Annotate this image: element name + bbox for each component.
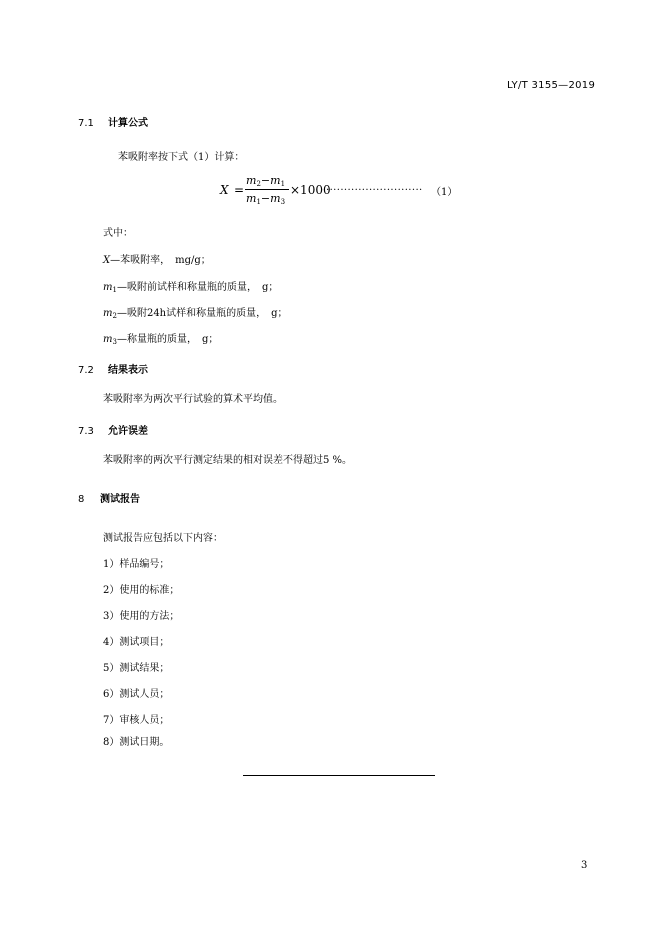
report-item: 7）审核人员；: [103, 715, 170, 726]
fraction-bar: [245, 189, 289, 190]
report-item: 3）使用的方法；: [103, 611, 180, 622]
report-item: 8）测试日期。: [103, 737, 170, 748]
formula-lhs: X: [220, 183, 229, 197]
section-7-3-heading: [78, 422, 148, 437]
report-item: 4）测试项目；: [103, 637, 170, 648]
section-number: 8: [78, 494, 85, 505]
section-7-2-heading: [78, 361, 148, 376]
end-of-document-rule: [243, 775, 435, 776]
formula-equals: =: [234, 183, 245, 197]
definition-m1: $m_1—$吸附前试样和称量瓶的质量， g；: [103, 282, 279, 294]
section-number: 7.3: [78, 426, 94, 437]
definition-x: X—苯吸附率， mg/g；: [103, 255, 211, 266]
page-number: 3: [581, 860, 588, 871]
doc-code-header: LY/T 3155—2019: [507, 80, 596, 91]
formula-factor: ×1000: [290, 183, 331, 197]
section-title: 计算公式: [108, 118, 148, 129]
section-number: 7.1: [78, 118, 94, 129]
section-title: 测试报告: [100, 494, 140, 505]
report-item: 5）测试结果；: [103, 663, 170, 674]
formula-intro: 苯吸附率按下式（1）计算：: [118, 152, 245, 163]
report-item: 1）样品编号；: [103, 559, 170, 570]
formula-numerator: $m_2-m_1$: [246, 174, 286, 188]
formula-leader-dots: ...........................: [326, 182, 423, 193]
definition-m3: $m_3—$称量瓶的质量， g；: [103, 334, 219, 346]
report-item: 6）测试人员；: [103, 689, 170, 700]
section-7-3-text: 苯吸附率的两次平行测定结果的相对误差不得超过5 %。: [103, 455, 353, 466]
section-number: 7.2: [78, 365, 94, 376]
report-intro: 测试报告应包括以下内容：: [103, 533, 223, 544]
report-item: 2）使用的标准；: [103, 585, 180, 596]
section-title: 结果表示: [108, 365, 148, 376]
formula-equation-number: （1）: [431, 187, 458, 198]
section-7-1-heading: [78, 114, 148, 129]
where-label: 式中：: [103, 228, 133, 239]
section-title: 允许误差: [108, 426, 148, 437]
formula-denominator: $m_1-m_3$: [246, 192, 286, 206]
section-7-2-text: 苯吸附率为两次平行试验的算术平均值。: [103, 394, 283, 405]
definition-m2: $m_2—$吸附24h试样和称量瓶的质量， g；: [103, 308, 288, 320]
section-8-heading: [78, 490, 140, 505]
